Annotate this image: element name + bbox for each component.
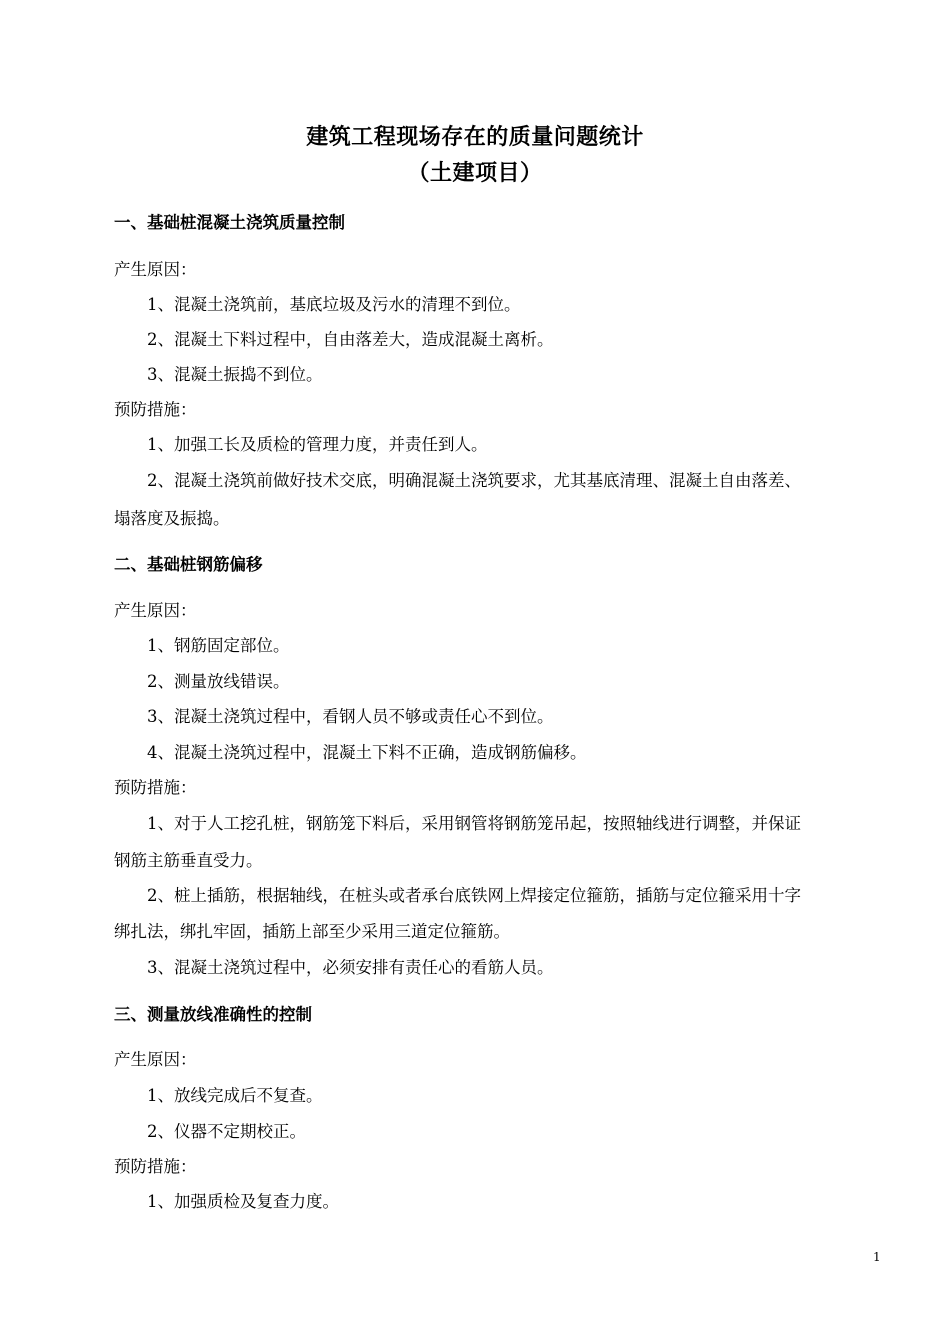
measure-label: 预防措施： <box>114 778 197 797</box>
measure-item: 1、加强质检及复查力度。 <box>147 1192 339 1211</box>
cause-item: 3、混凝土振捣不到位。 <box>147 365 323 384</box>
measure-label: 预防措施： <box>114 1157 197 1176</box>
measure-item: 1、对于人工挖孔桩，钢筋笼下料后，采用钢管将钢筋笼吊起，按照轴线进行调整，并保证 <box>147 814 801 833</box>
cause-label: 产生原因： <box>114 1050 197 1069</box>
document-title: 建筑工程现场存在的质量问题统计 <box>306 125 644 150</box>
section-heading: 一、基础桩混凝土浇筑质量控制 <box>114 213 345 232</box>
cause-item: 2、仪器不定期校正。 <box>147 1122 306 1141</box>
cause-item: 1、钢筋固定部位。 <box>147 636 290 655</box>
measure-item-continuation: 绑扎法，绑扎牢固，插筋上部至少采用三道定位箍筋。 <box>114 922 510 941</box>
cause-label: 产生原因： <box>114 601 197 620</box>
measure-item: 2、桩上插筋，根据轴线，在桩头或者承台底铁网上焊接定位箍筋，插筋与定位箍采用十字 <box>147 886 801 905</box>
section-heading: 二、基础桩钢筋偏移 <box>114 555 263 574</box>
cause-label: 产生原因： <box>114 260 197 279</box>
cause-item: 2、混凝土下料过程中，自由落差大，造成混凝土离析。 <box>147 330 554 349</box>
cause-item: 1、混凝土浇筑前，基底垃圾及污水的清理不到位。 <box>147 295 521 314</box>
document-subtitle: （土建项目） <box>407 161 543 186</box>
cause-item: 1、放线完成后不复查。 <box>147 1086 323 1105</box>
measure-item: 2、混凝土浇筑前做好技术交底，明确混凝土浇筑要求，尤其基底清理、混凝土自由落差、 <box>147 471 801 490</box>
page-number: 1 <box>873 1250 881 1264</box>
cause-item: 4、混凝土浇筑过程中，混凝土下料不正确，造成钢筋偏移。 <box>147 743 587 762</box>
measure-label: 预防措施： <box>114 400 197 419</box>
section-heading: 三、测量放线准确性的控制 <box>114 1005 312 1024</box>
cause-item: 3、混凝土浇筑过程中，看钢人员不够或责任心不到位。 <box>147 707 554 726</box>
measure-item-continuation: 塌落度及振捣。 <box>114 509 230 528</box>
measure-item: 1、加强工长及质检的管理力度，并责任到人。 <box>147 435 488 454</box>
cause-item: 2、测量放线错误。 <box>147 672 290 691</box>
measure-item: 3、混凝土浇筑过程中，必须安排有责任心的看筋人员。 <box>147 958 554 977</box>
measure-item-continuation: 钢筋主筋垂直受力。 <box>114 851 263 870</box>
